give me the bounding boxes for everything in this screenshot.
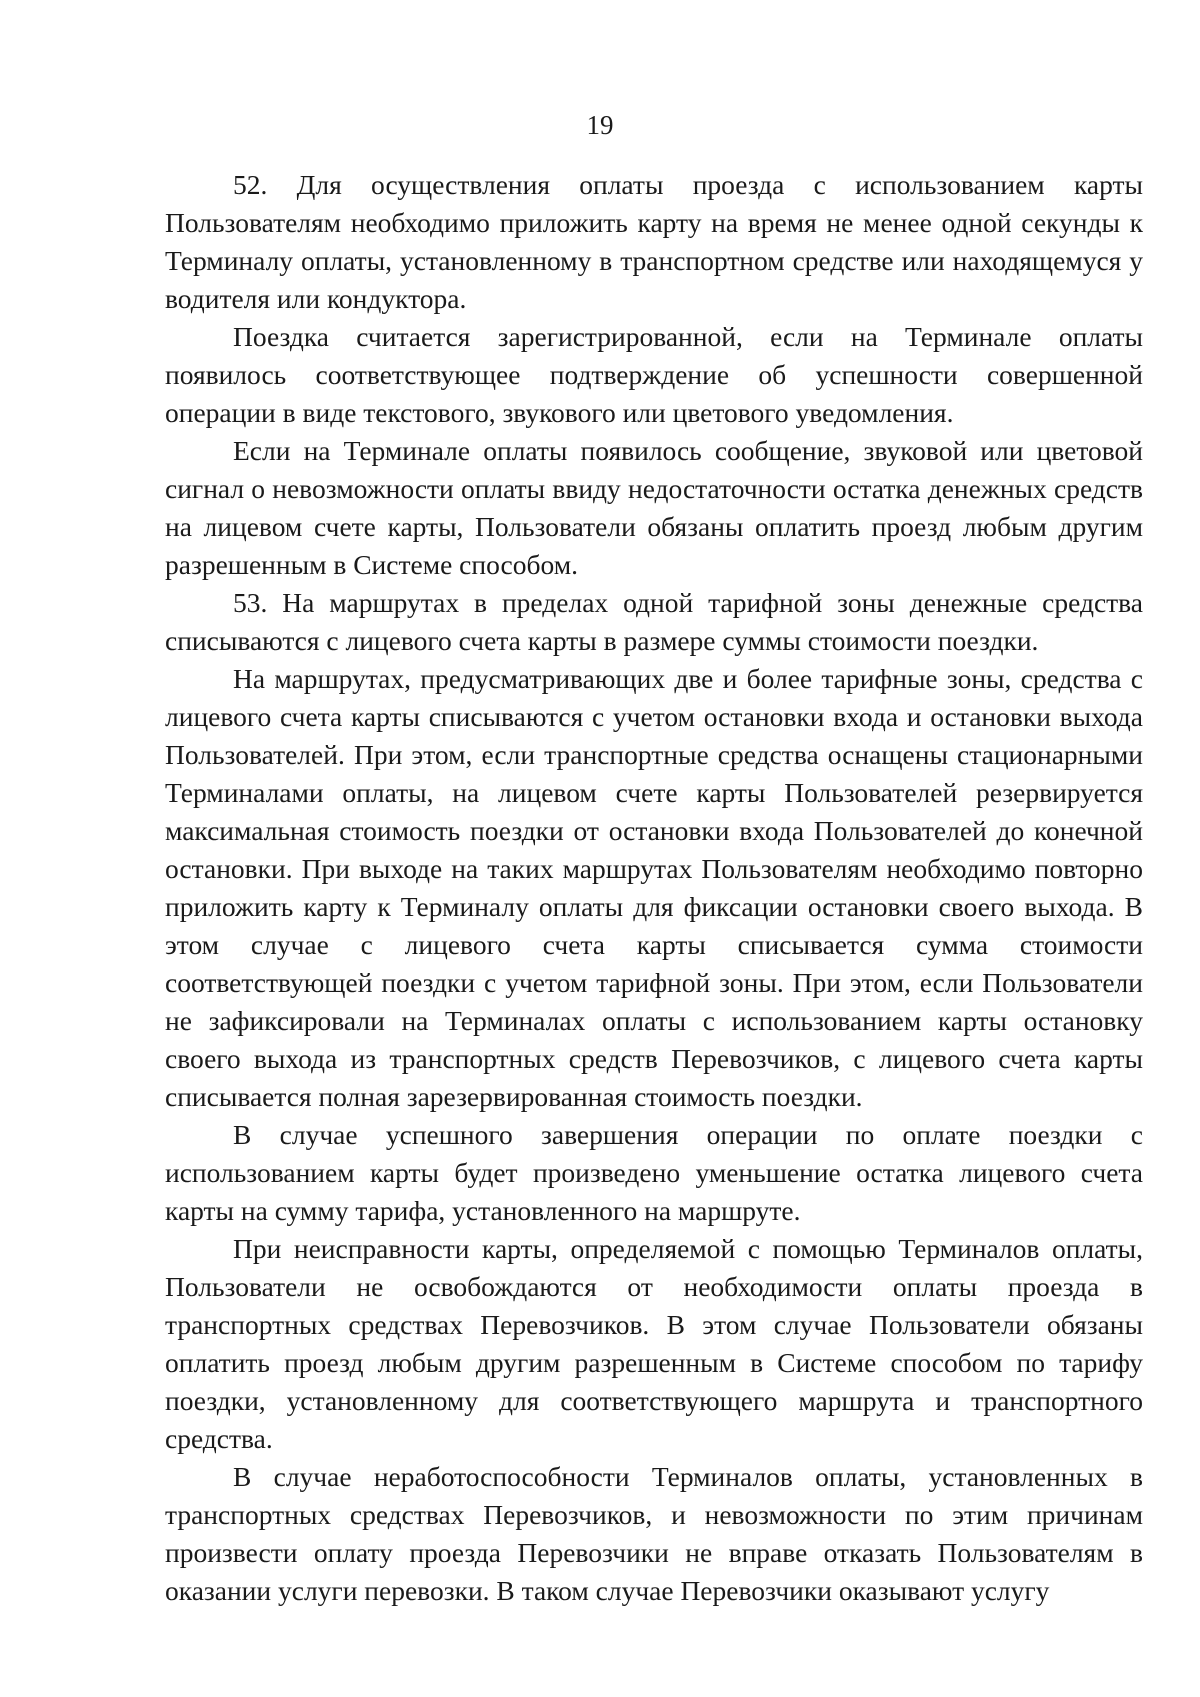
paragraph-successful-operation: В случае успешного завершения операции по оплате поездки с использованием карты будет произведено уменьшение остатка лицевого счета карты на сумму тарифа, установленного на маршруте. (165, 1119, 1143, 1226)
document-body (165, 166, 1143, 1610)
paragraph-trip-registered: Поездка считается зарегистрированной, если на Терминале оплаты появилось соответствующее подтверждение об успешности совершенной операции в виде текстового, звукового или цветового уведомления. (165, 321, 1143, 428)
paragraph-53-single-zone: 53. На маршрутах в пределах одной тарифной зоны денежные средства списываются с лицевого счета карты в размере суммы стоимости поездки. (165, 587, 1143, 656)
paragraph-card-malfunction: При неисправности карты, определяемой с помощью Терминалов оплаты, Пользователи не освобождаются от необходимости оплаты проезда в транспортных средствах Перевозчиков. В этом случае Пользователи обязаны оплатить проезд любым другим разрешенным в Системе способом по тарифу поездки, установленному для соответствующего маршрута и транспортного средства. (165, 1233, 1143, 1454)
paragraph-terminal-failure: В случае неработоспособности Терминалов оплаты, установленных в транспортных средствах Перевозчиков, и невозможности по этим причинам произвести оплату проезда Перевозчики не вправе отказать Пользователям в оказании услуги перевозки. В таком случае Перевозчики оказывают услугу (165, 1461, 1143, 1606)
paragraph-insufficient-funds: Если на Терминале оплаты появилось сообщение, звуковой или цветовой сигнал о невозможности оплаты ввиду недостаточности остатка денежных средств на лицевом счете карты, Пользователи обязаны оплатить проезд любым другим разрешенным в Системе способом. (165, 435, 1143, 580)
paragraph-multi-zone: На маршрутах, предусматривающих две и более тарифные зоны, средства с лицевого счета карты списываются с учетом остановки входа и остановки выхода Пользователей. При этом, если транспортные средства оснащены стационарными Терминалами оплаты, на лицевом счете карты Пользователей резервируется максимальная стоимость поездки от остановки входа Пользователей до конечной остановки. При выходе на таких маршрутах Пользователям необходимо повторно приложить карту к Терминалу оплаты для фиксации остановки своего выхода. В этом случае с лицевого счета карты списывается сумма стоимости соответствующей поездки с учетом тарифной зоны. При этом, если Пользователи не зафиксировали на Терминалах оплаты с использованием карты остановку своего выхода из транспортных средств Перевозчиков, с лицевого счета карты списывается полная зарезервированная стоимость поездки. (165, 663, 1143, 1112)
page-number: 19 (586, 110, 614, 140)
paragraph-52-payment-procedure: 52. Для осуществления оплаты проезда с использованием карты Пользователям необходимо приложить карту на время не менее одной секунды к Терминалу оплаты, установленному в транспортном средстве или находящемуся у водителя или кондуктора. (165, 169, 1143, 314)
